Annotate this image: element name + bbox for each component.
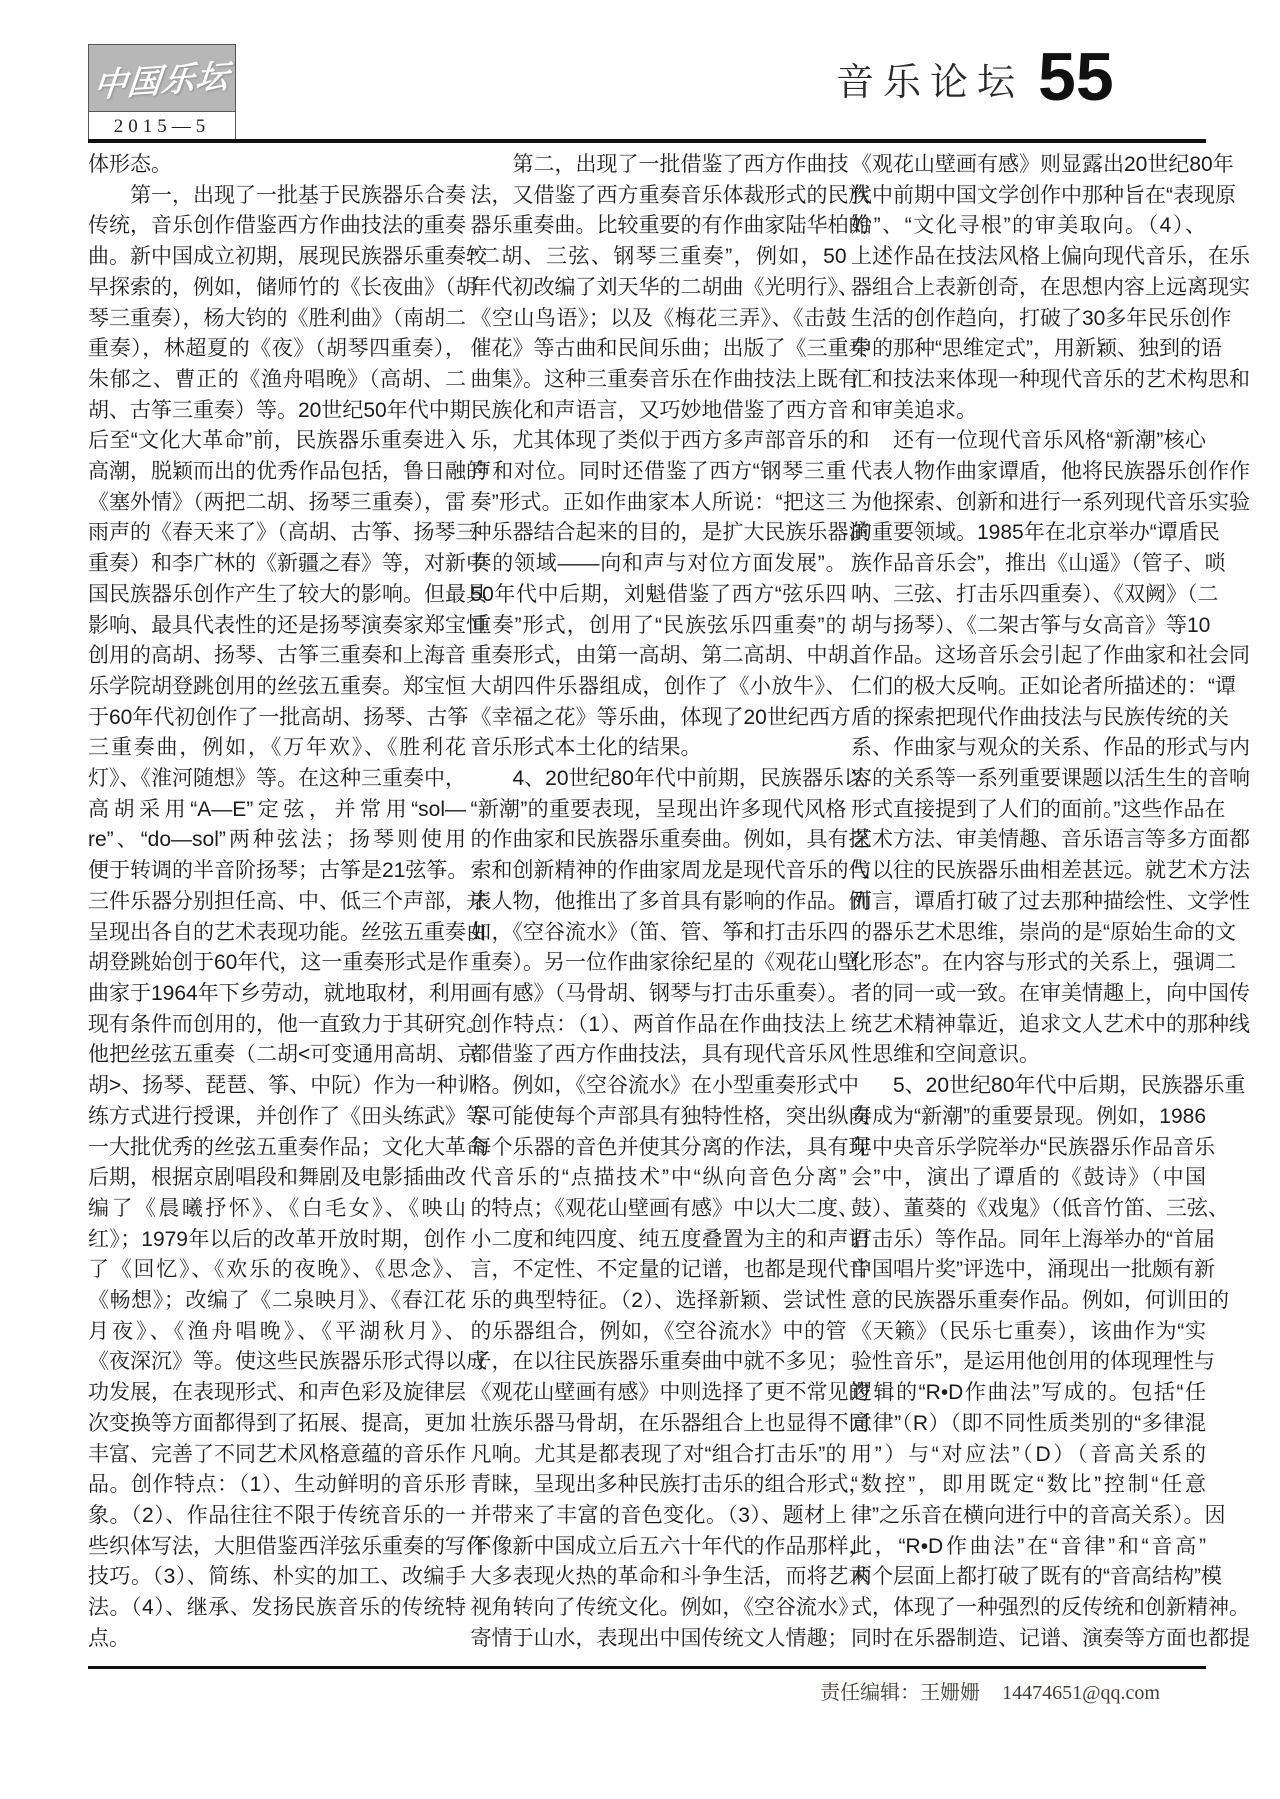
text-line: 生活的创作趋向，打破了30多年民乐创作 — [851, 306, 1232, 330]
text-line: 第一，出现了一批基于民族器乐合奏 — [130, 183, 466, 207]
text-line: 曲。新中国成立初期，展现民族器乐重奏较 — [88, 245, 487, 269]
text-line: 子，在以往民族器乐重奏曲中就不多见； — [470, 1350, 849, 1374]
text-line: 《观花山壁画有感》则显露出20世纪80年 — [851, 153, 1234, 176]
text-line: 两个层面上都打破了既有的“音高结构”模 — [851, 1565, 1222, 1589]
text-line: 他把丝弦五重奏（二胡<可变通用高胡、京 — [88, 1043, 479, 1067]
text-line: 青睐，呈现出多种民族打击乐的组合形式， — [470, 1473, 870, 1497]
text-line: 一大批优秀的丝弦五重奏作品；文化大革命 — [88, 1135, 487, 1159]
text-line: “二胡、三弦、钢琴三重奏”，例如，50 — [470, 245, 847, 269]
text-line: 形式直接提到了人们的面前。”这些作品在 — [851, 797, 1226, 821]
text-line: 呈现出各自的艺术表现功能。丝弦五重奏由 — [88, 920, 487, 944]
text-line: 声和对位。同时还借鉴了西方“钢琴三重 — [470, 460, 847, 484]
text-line: 凡响。尤其是都表现了对“组合打击乐”的 — [470, 1442, 847, 1466]
text-line: 代音乐的“点描技术”中“纵向音色分离” — [470, 1166, 847, 1190]
text-line: 验性音乐”，是运用他创用的体现理性与 — [851, 1350, 1215, 1374]
text-line: 器乐重奏曲。比较重要的有作曲家陆华柏的 — [470, 214, 870, 238]
text-line: 红》；1979年以后的改革开放时期，创作 — [88, 1227, 466, 1251]
text-line: 影响、最具代表性的还是扬琴演奏家郑宝恒 — [88, 613, 487, 637]
text-line: 用”）与“对应法”（D）（音高关系的 — [851, 1442, 1206, 1466]
text-line: 次变换等方面都得到了拓展、提高，更加 — [88, 1411, 466, 1435]
text-line: 同时在乐器制造、记谱、演奏等方面也都提 — [851, 1626, 1250, 1650]
text-line: 法，又借鉴了西方重奏音乐体裁形式的民族 — [470, 183, 870, 207]
text-line: 三件乐器分别担任高、中、低三个声部，并 — [88, 889, 487, 913]
text-line: 《畅想》；改编了《二泉映月》、《春江花 — [88, 1289, 466, 1313]
text-line: 此，“R•D作曲法”在“音律”和“音高” — [851, 1534, 1206, 1558]
text-line: 尽可能使每个声部具有独特性格，突出纵向 — [470, 1104, 870, 1128]
text-line: 《幸福之花》等乐曲，体现了20世纪西方 — [470, 705, 851, 729]
text-line: 50年代中后期，刘魁借鉴了西方“弦乐四 — [470, 582, 847, 606]
text-line: 催花》等古曲和民间乐曲；出版了《三重奏 — [470, 337, 870, 361]
text-line: 会”中，演出了谭盾的《鼓诗》（中国 — [851, 1166, 1206, 1190]
text-line: 都借鉴了西方作曲技法，具有现代音乐风 — [470, 1043, 849, 1067]
text-line: 意律”（R）（即不同性质类别的“多律混 — [851, 1411, 1206, 1435]
text-line: 律”之乐音在横向进行中的音高关系）。因 — [851, 1503, 1226, 1527]
journal-issue: 2015—5 — [113, 115, 211, 137]
text-line: 的重要领域。1985年在北京举办“谭盾民 — [851, 521, 1220, 545]
journal-logo — [88, 44, 236, 142]
text-line: 品。创作特点：（1）、生动鲜明的音乐形 — [88, 1473, 466, 1497]
text-line: 国民族器乐创作产生了较大的影响。但最具 — [88, 582, 487, 606]
text-line: 曲家于1964年下乡劳动，就地取材，利用 — [88, 981, 471, 1005]
text-line: 5、20世纪80年代中后期，民族器乐重 — [893, 1074, 1246, 1098]
text-line: 奏的领域——向和声与对位方面发展”。 — [470, 552, 847, 576]
text-line: 《塞外情》（两把二胡、扬琴三重奏），雷 — [88, 490, 466, 514]
text-line: 高潮，脱颖而出的优秀作品包括，鲁日融的 — [88, 460, 487, 484]
text-line: 器组合上表新创奇，在思想内容上远离现实 — [851, 275, 1250, 299]
text-line: 胡、古筝三重奏）等。20世纪50年代中期 — [88, 398, 471, 422]
text-line: 高胡采用“A—E”定弦，并常用“sol— — [88, 797, 466, 821]
section-title: 音乐论坛 — [836, 61, 1025, 104]
text-line: 种乐器结合起来的目的，是扩大民族乐器演 — [470, 521, 870, 545]
text-line: 民族化和声语言，又巧妙地借鉴了西方音 — [470, 398, 849, 422]
text-line: 性思维和空间意识。 — [851, 1043, 1040, 1067]
text-line: 了《回忆》、《欢乐的夜晚》、《思念》、 — [88, 1258, 466, 1282]
text-line: 式，体现了一种强烈的反传统和创新精神。 — [851, 1596, 1250, 1620]
page-header — [836, 39, 1114, 115]
text-line: 首作品。这场音乐会引起了作曲家和社会同 — [851, 644, 1250, 668]
text-line: 中国唱片奖”评选中，涌现出一批颇有新 — [851, 1258, 1215, 1282]
text-line: 打击乐）等作品。同年上海举办的“首届 — [851, 1227, 1215, 1251]
text-line: 还有一位现代音乐风格“新潮”核心 — [893, 429, 1206, 453]
text-line: 胡与扬琴）、《二架古筝与女高音》等10 — [851, 613, 1211, 637]
text-column-3 — [851, 150, 1250, 1654]
text-line: 《天籁》（民乐七重奏），该曲作为“实 — [851, 1319, 1206, 1343]
text-line: 大多表现火热的革命和斗争生活，而将艺术 — [470, 1565, 870, 1589]
text-line: 的特点；《观花山壁画有感》中以大二度、 — [470, 1196, 859, 1220]
text-line: 胡>、扬琴、琵琶、筝、中阮）作为一种训 — [88, 1074, 479, 1098]
text-line: 重奏形式，由第一高胡、第二高胡、中胡、 — [470, 644, 870, 668]
text-line: 曲集》。这种三重奏音乐在作曲技法上既有 — [470, 367, 859, 391]
text-line: 朱郁之、曹正的《渔舟唱晚》（高胡、二 — [88, 367, 466, 391]
text-line: 乐，尤其体现了类似于西方多声部音乐的和 — [470, 429, 870, 453]
text-line: 传统，音乐创作借鉴西方作曲技法的重奏 — [88, 214, 466, 238]
text-line: 奏”形式。正如作曲家本人所说：“把这三 — [470, 490, 847, 514]
text-line: 的乐器组合，例如，《空谷流水》中的管 — [470, 1319, 847, 1343]
editor-name: 王姗姗 — [920, 1682, 981, 1704]
text-line: 汇和技法来体现一种现代音乐的艺术构思和 — [851, 367, 1250, 391]
text-line: 壮族乐器马骨胡，在乐器组合上也显得不同 — [470, 1411, 870, 1435]
text-line: 为他探索、创新和进行一系列现代音乐实验 — [851, 490, 1250, 514]
text-line: “新潮”的重要表现，呈现出许多现代风格 — [470, 797, 847, 821]
text-line: 逻辑的“R•D作曲法”写成的。包括“任 — [851, 1381, 1206, 1405]
text-line: 现有条件而创用的，他一直致力于其研究。 — [88, 1012, 487, 1036]
text-line: 编了《晨曦抒怀》、《白毛女》、《映山 — [88, 1196, 466, 1220]
text-line: 者的同一或一致。在审美情趣上，向中国传 — [851, 981, 1250, 1005]
text-line: 而言，谭盾打破了过去那种描绘性、文学性 — [851, 889, 1250, 913]
text-line: 点。 — [88, 1626, 130, 1650]
text-line: 年中央音乐学院举办“民族器乐作品音乐 — [851, 1135, 1215, 1159]
text-line: 重奏”形式，创用了“民族弦乐四重奏”的 — [470, 613, 847, 637]
text-line: 鼓）、董葵的《戏鬼》（低音竹笛、三弦、 — [851, 1196, 1229, 1220]
text-line: 便于转调的半音阶扬琴；古筝是21弦筝。 — [88, 859, 469, 883]
text-line: 重奏），林超夏的《夜》（胡琴四重奏）， — [88, 337, 466, 361]
text-line: 格。例如，《空谷流水》在小型重奏形式中 — [470, 1074, 859, 1098]
text-line: 《观花山壁画有感》中则选择了更不常见的 — [470, 1381, 870, 1405]
editor-email: 14474651@qq.com — [1002, 1682, 1160, 1704]
text-line: 乐学院胡登跳创用的丝弦五重奏。郑宝恒 — [88, 674, 466, 698]
text-line: 丰富、完善了不同艺术风格意蕴的音乐作 — [88, 1442, 466, 1466]
editor-credit — [820, 1676, 1160, 1705]
text-column-1 — [88, 150, 487, 1654]
text-line: 体形态。 — [88, 153, 172, 176]
text-line: 统艺术精神靠近，追求文人艺术中的那种线 — [851, 1012, 1250, 1036]
text-line: 索和创新精神的作曲家周龙是现代音乐的代 — [470, 859, 870, 883]
text-line: 早探索的，例如，储师竹的《长夜曲》（胡 — [88, 275, 477, 299]
text-line: 始”、“文化寻根”的审美取向。（4）、 — [851, 214, 1206, 238]
text-line: 和审美追求。 — [851, 398, 977, 422]
text-line: 创作特点：（1）、两首作品在作曲技法上 — [470, 1012, 847, 1036]
text-line: 创用的高胡、扬琴、古筝三重奏和上海音 — [88, 644, 466, 668]
text-line: 仁们的极大反响。正如论者所描述的：“谭 — [851, 674, 1236, 698]
text-line: 化形态”。在内容与形式的关系上，强调二 — [851, 951, 1236, 975]
text-line: 盾的探索把现代作曲技法与民族传统的关 — [851, 705, 1229, 729]
text-line: 每个乐器的音色并使其分离的作法，具有现 — [470, 1135, 870, 1159]
text-line: 奏成为“新潮”的重要景现。例如，1986 — [851, 1104, 1206, 1128]
text-line: 呐、三弦、打击乐四重奏）、《双阙》（二 — [851, 582, 1219, 606]
text-line: 言，不定性、不定量的记谱，也都是现代音 — [470, 1258, 870, 1282]
text-line: 音乐形式本土化的结果。 — [470, 736, 702, 760]
text-line: 胡登跳始创于60年代，这一重奏形式是作 — [88, 951, 469, 975]
text-line: 于60年代初创作了一批高胡、扬琴、古筝 — [88, 705, 469, 729]
text-line: 雨声的《春天来了》（高胡、古筝、扬琴三 — [88, 521, 477, 545]
text-line: 容的关系等一系列重要课题以活生生的音响 — [851, 767, 1250, 791]
page-number: 55 — [1038, 39, 1114, 115]
text-line: 重奏）和李广林的《新疆之春》等，对新中 — [88, 552, 487, 576]
text-line: 寄情于山水，表现出中国传统文人情趣； — [470, 1626, 849, 1650]
text-line: 琴三重奏），杨大钧的《胜利曲》（南胡二 — [88, 306, 466, 330]
footer-rule — [88, 1666, 1206, 1669]
text-line: 并带来了丰富的音色变化。（3）、题材上 — [470, 1503, 847, 1527]
journal-title: 中国乐坛 — [91, 58, 232, 105]
text-line: 《空山鸟语》；以及《梅花三弄》、《击鼓 — [470, 306, 847, 330]
text-line: 与以往的民族器乐曲相差甚远。就艺术方法 — [851, 859, 1250, 883]
text-line: re”、“do—sol”两种弦法；扬琴则使用 — [88, 828, 466, 852]
text-line: 后期，根据京剧唱段和舞剧及电影插曲改 — [88, 1166, 466, 1190]
text-column-2 — [470, 150, 870, 1654]
page-footer — [88, 1676, 1206, 1705]
text-line: 画有感》（马骨胡、钢琴与打击乐重奏）。 — [470, 981, 849, 1005]
text-line: “数控”，即用既定“数比”控制“任意 — [851, 1473, 1206, 1497]
text-line: 视角转向了传统文化。例如，《空谷流水》 — [470, 1596, 859, 1620]
text-line: 乐的典型特征。（2）、选择新颖、尝试性 — [470, 1289, 847, 1313]
text-line: 中的那种“思维定式”，用新颖、独到的语 — [851, 337, 1222, 361]
text-line: 灯》、《淮河随想》等。在这种三重奏中， — [88, 767, 466, 791]
text-line: 代表人物作曲家谭盾，他将民族器乐创作作 — [851, 460, 1250, 484]
text-line: 三重奏曲，例如，《万年欢》、《胜利花 — [88, 736, 466, 760]
text-line: 技巧。（3）、简练、朴实的加工、改编手 — [88, 1565, 466, 1589]
text-line: 系、作曲家与观众的关系、作品的形式与内 — [851, 736, 1250, 760]
text-line: 代中前期中国文学创作中那种旨在“表现原 — [851, 183, 1236, 207]
text-line: 的作曲家和民族器乐重奏曲。例如，具有探 — [470, 828, 870, 852]
text-line: 功发展，在表现形式、和声色彩及旋律层 — [88, 1381, 466, 1405]
text-line: 如，《空谷流水》（笛、管、筝和打击乐四 — [470, 920, 849, 944]
journal-logo-art — [89, 45, 235, 112]
text-line: 表人物，他推出了多首具有影响的作品。例 — [470, 889, 870, 913]
text-line: 意的民族器乐重奏作品。例如，何训田的 — [851, 1289, 1229, 1313]
text-line: 年代初改编了刘天华的二胡曲《光明行》、 — [470, 275, 859, 299]
text-line: 上述作品在技法风格上偏向现代音乐，在乐 — [851, 245, 1250, 269]
text-line: 不像新中国成立后五六十年代的作品那样， — [470, 1534, 870, 1558]
text-line: 些织体写法，大胆借鉴西洋弦乐重奏的写作 — [88, 1534, 487, 1558]
text-line: 象。（2）、作品往往不限于传统音乐的一 — [88, 1503, 466, 1527]
article-body — [88, 150, 1250, 1654]
header-rule — [88, 139, 1206, 143]
text-line: 后至“文化大革命”前，民族器乐重奏进入 — [88, 429, 466, 453]
editor-label: 责任编辑： — [820, 1682, 921, 1704]
text-line: 的器乐艺术思维，崇尚的是“原始生命的文 — [851, 920, 1236, 944]
text-line: 《夜深沉》等。使这些民族器乐形式得以成 — [88, 1350, 487, 1374]
text-line: 练方式进行授课，并创作了《田头练武》等 — [88, 1104, 487, 1128]
text-line: 重奏）。另一位作曲家徐纪星的《观花山壁 — [470, 951, 859, 975]
text-line: 月夜》、《渔舟唱晚》、《平湖秋月》、 — [88, 1319, 466, 1343]
text-line: 大胡四件乐器组成，创作了《小放牛》、 — [470, 674, 847, 698]
text-line: 第二，出现了一批借鉴了西方作曲技 — [512, 153, 849, 176]
text-line: 4、20世纪80年代中前期，民族器乐以 — [512, 767, 865, 791]
text-line: 小二度和纯四度、纯五度叠置为主的和声语 — [470, 1227, 870, 1251]
text-line: 法。（4）、继承、发扬民族音乐的传统特 — [88, 1596, 466, 1620]
text-line: 艺术方法、审美情趣、音乐语言等多方面都 — [851, 828, 1250, 852]
text-line: 族作品音乐会”，推出《山遥》（管子、唢 — [851, 552, 1226, 576]
